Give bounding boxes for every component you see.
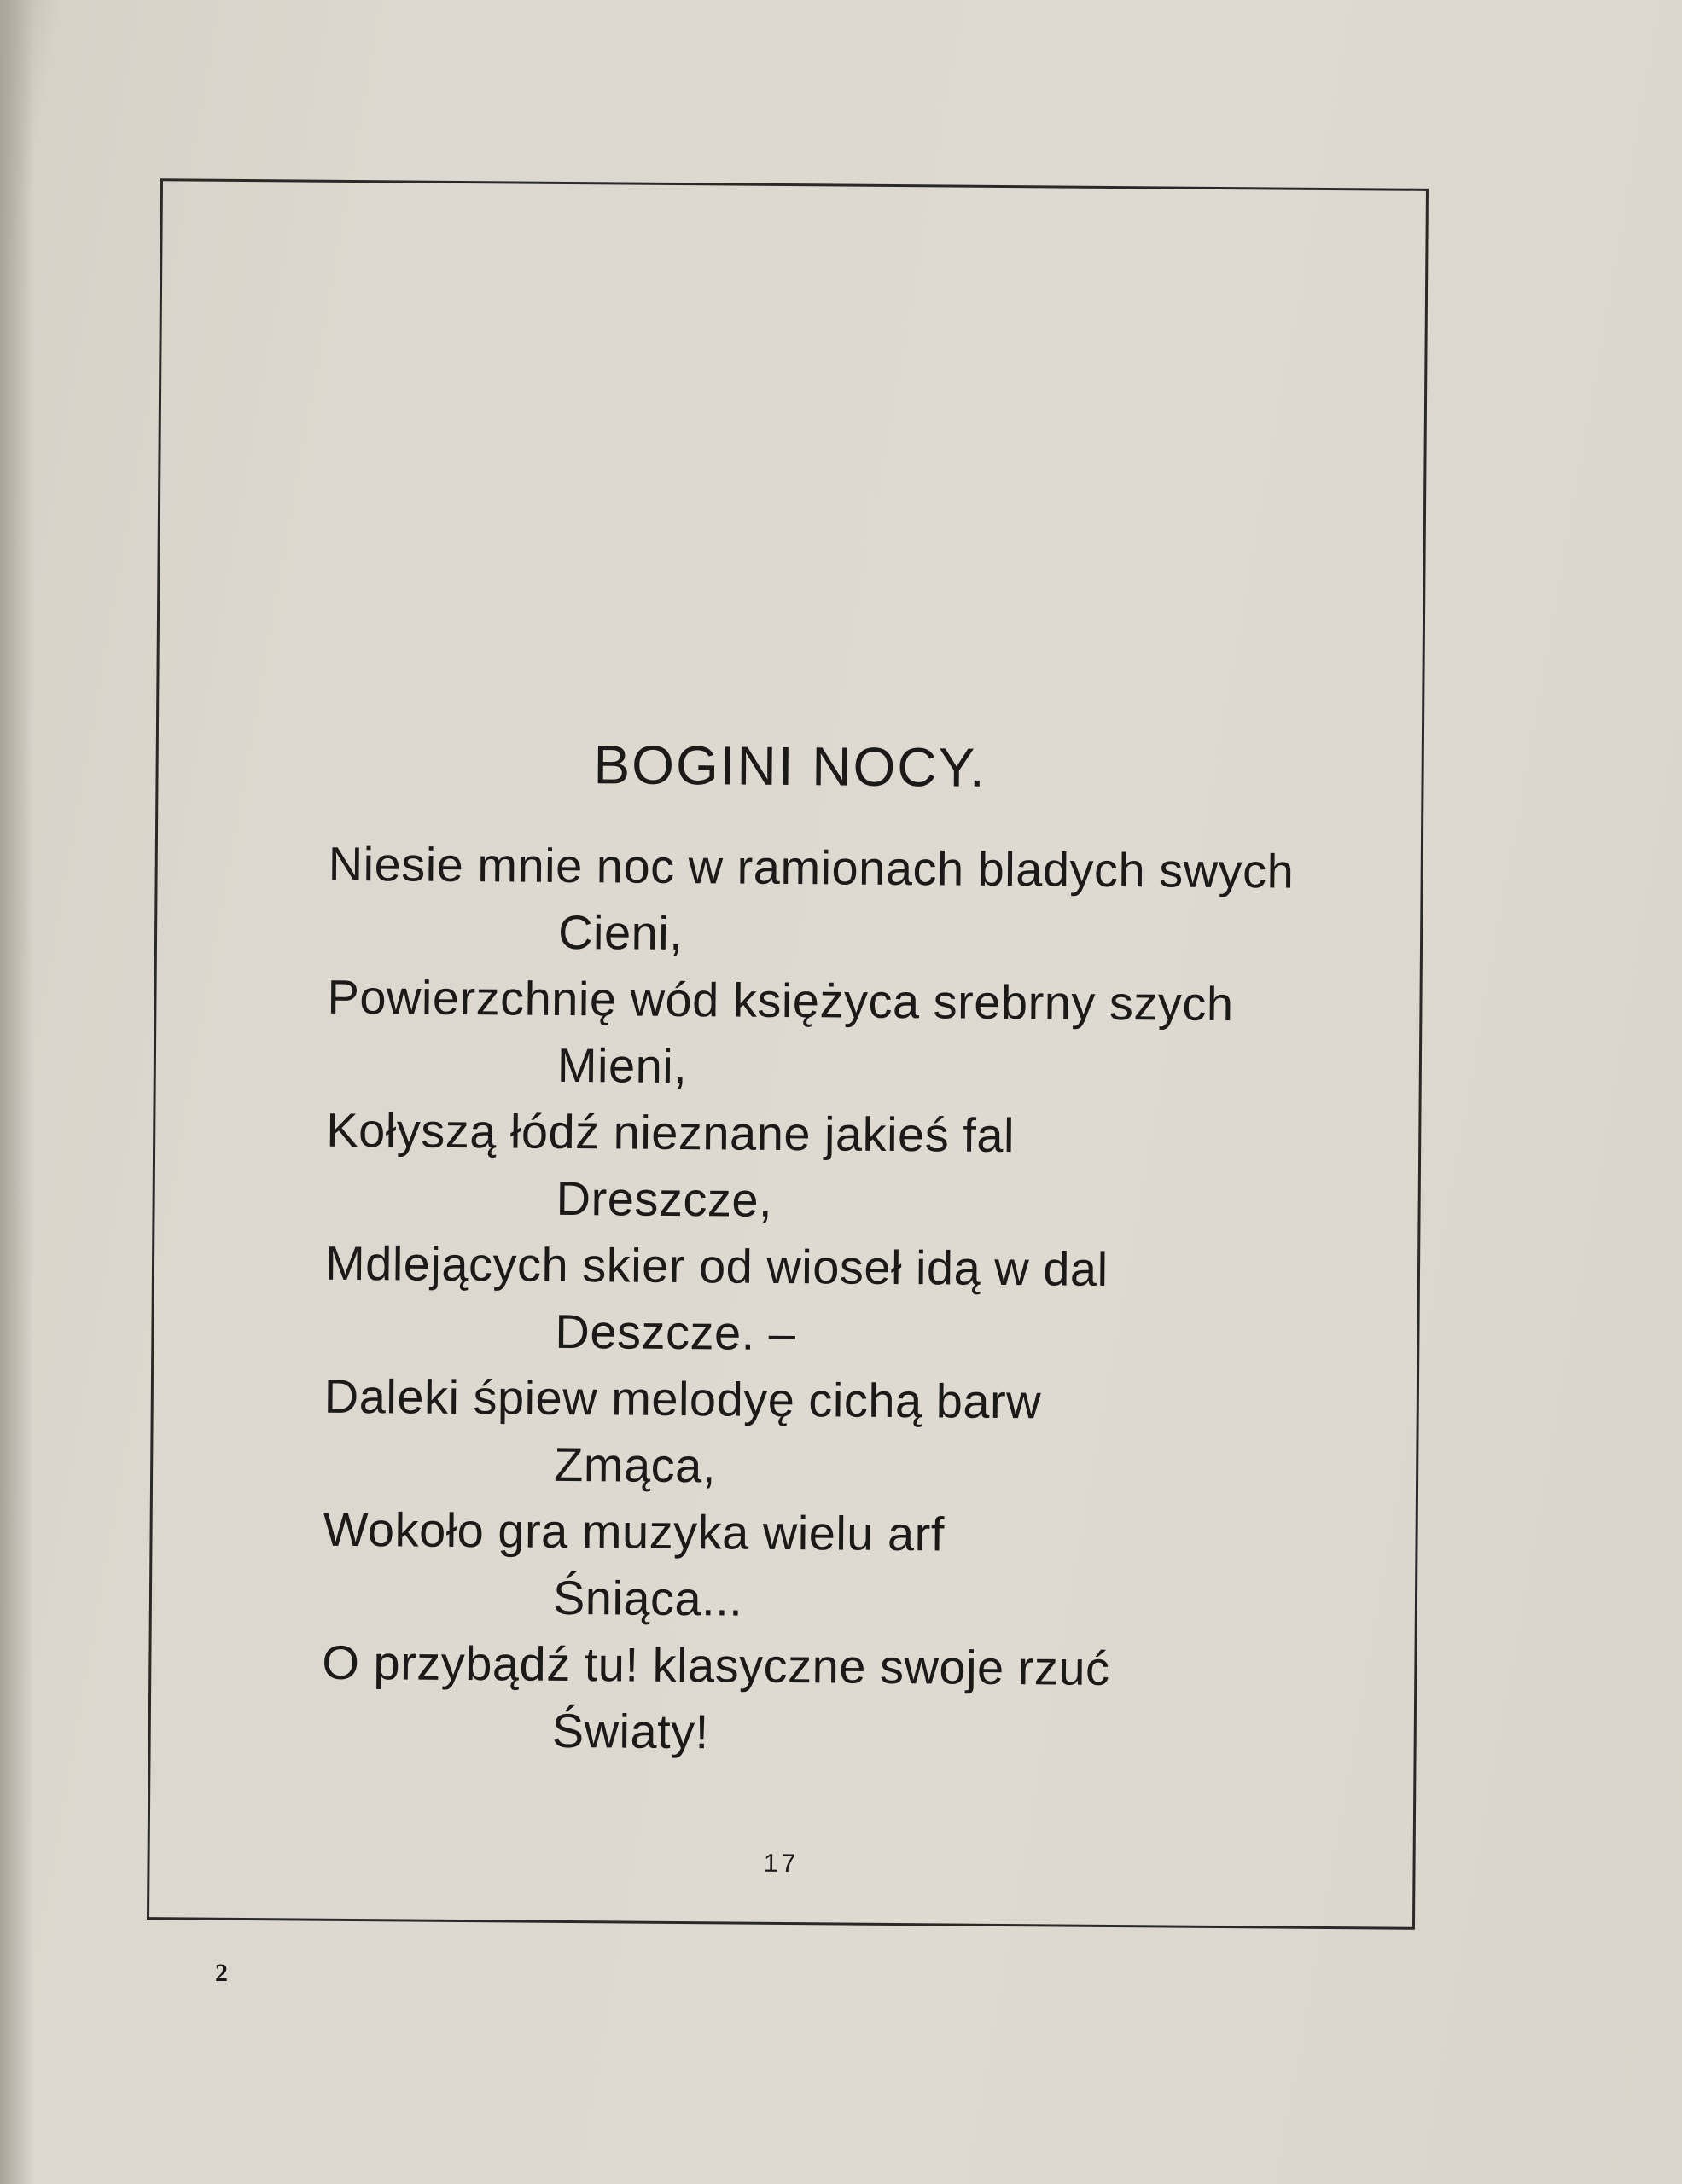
poem-line: Wokoło gra muzyka wielu arf <box>323 1502 946 1561</box>
book-gutter-shadow <box>0 0 34 2184</box>
poem-line-indented: Światy! <box>551 1703 710 1759</box>
page-frame <box>147 178 1429 1930</box>
printer-sheet-mark: 2 <box>215 1959 228 1987</box>
poem-line-indented: Dreszcze, <box>556 1170 773 1227</box>
poem-title: BOGINI NOCY. <box>593 734 987 799</box>
poem-line: Powierzchnię wód księżyca srebrny szych <box>327 969 1234 1031</box>
poem-line: Kołyszą łódź nieznane jakieś fal <box>326 1102 1016 1163</box>
poem-line: Mdlejących skier od wioseł idą w dal <box>324 1235 1109 1296</box>
page-number: 17 <box>763 1849 800 1879</box>
poem-line-indented: Śniąca... <box>552 1570 743 1626</box>
poem-line-indented: Deszcze. – <box>555 1304 796 1361</box>
poem-line: Niesie mnie noc w ramionach bladych swych <box>328 836 1295 898</box>
poem-line: O przybądź tu! klasyczne swoje rzuć <box>322 1635 1110 1695</box>
poem-line-indented: Cieni, <box>557 904 684 961</box>
poem-line-indented: Zmąca, <box>553 1437 717 1493</box>
poem-body <box>321 831 1353 1770</box>
poem-line: Daleki śpiew melodyę cichą barw <box>323 1368 1042 1429</box>
poem-line-indented: Mieni, <box>556 1037 688 1094</box>
